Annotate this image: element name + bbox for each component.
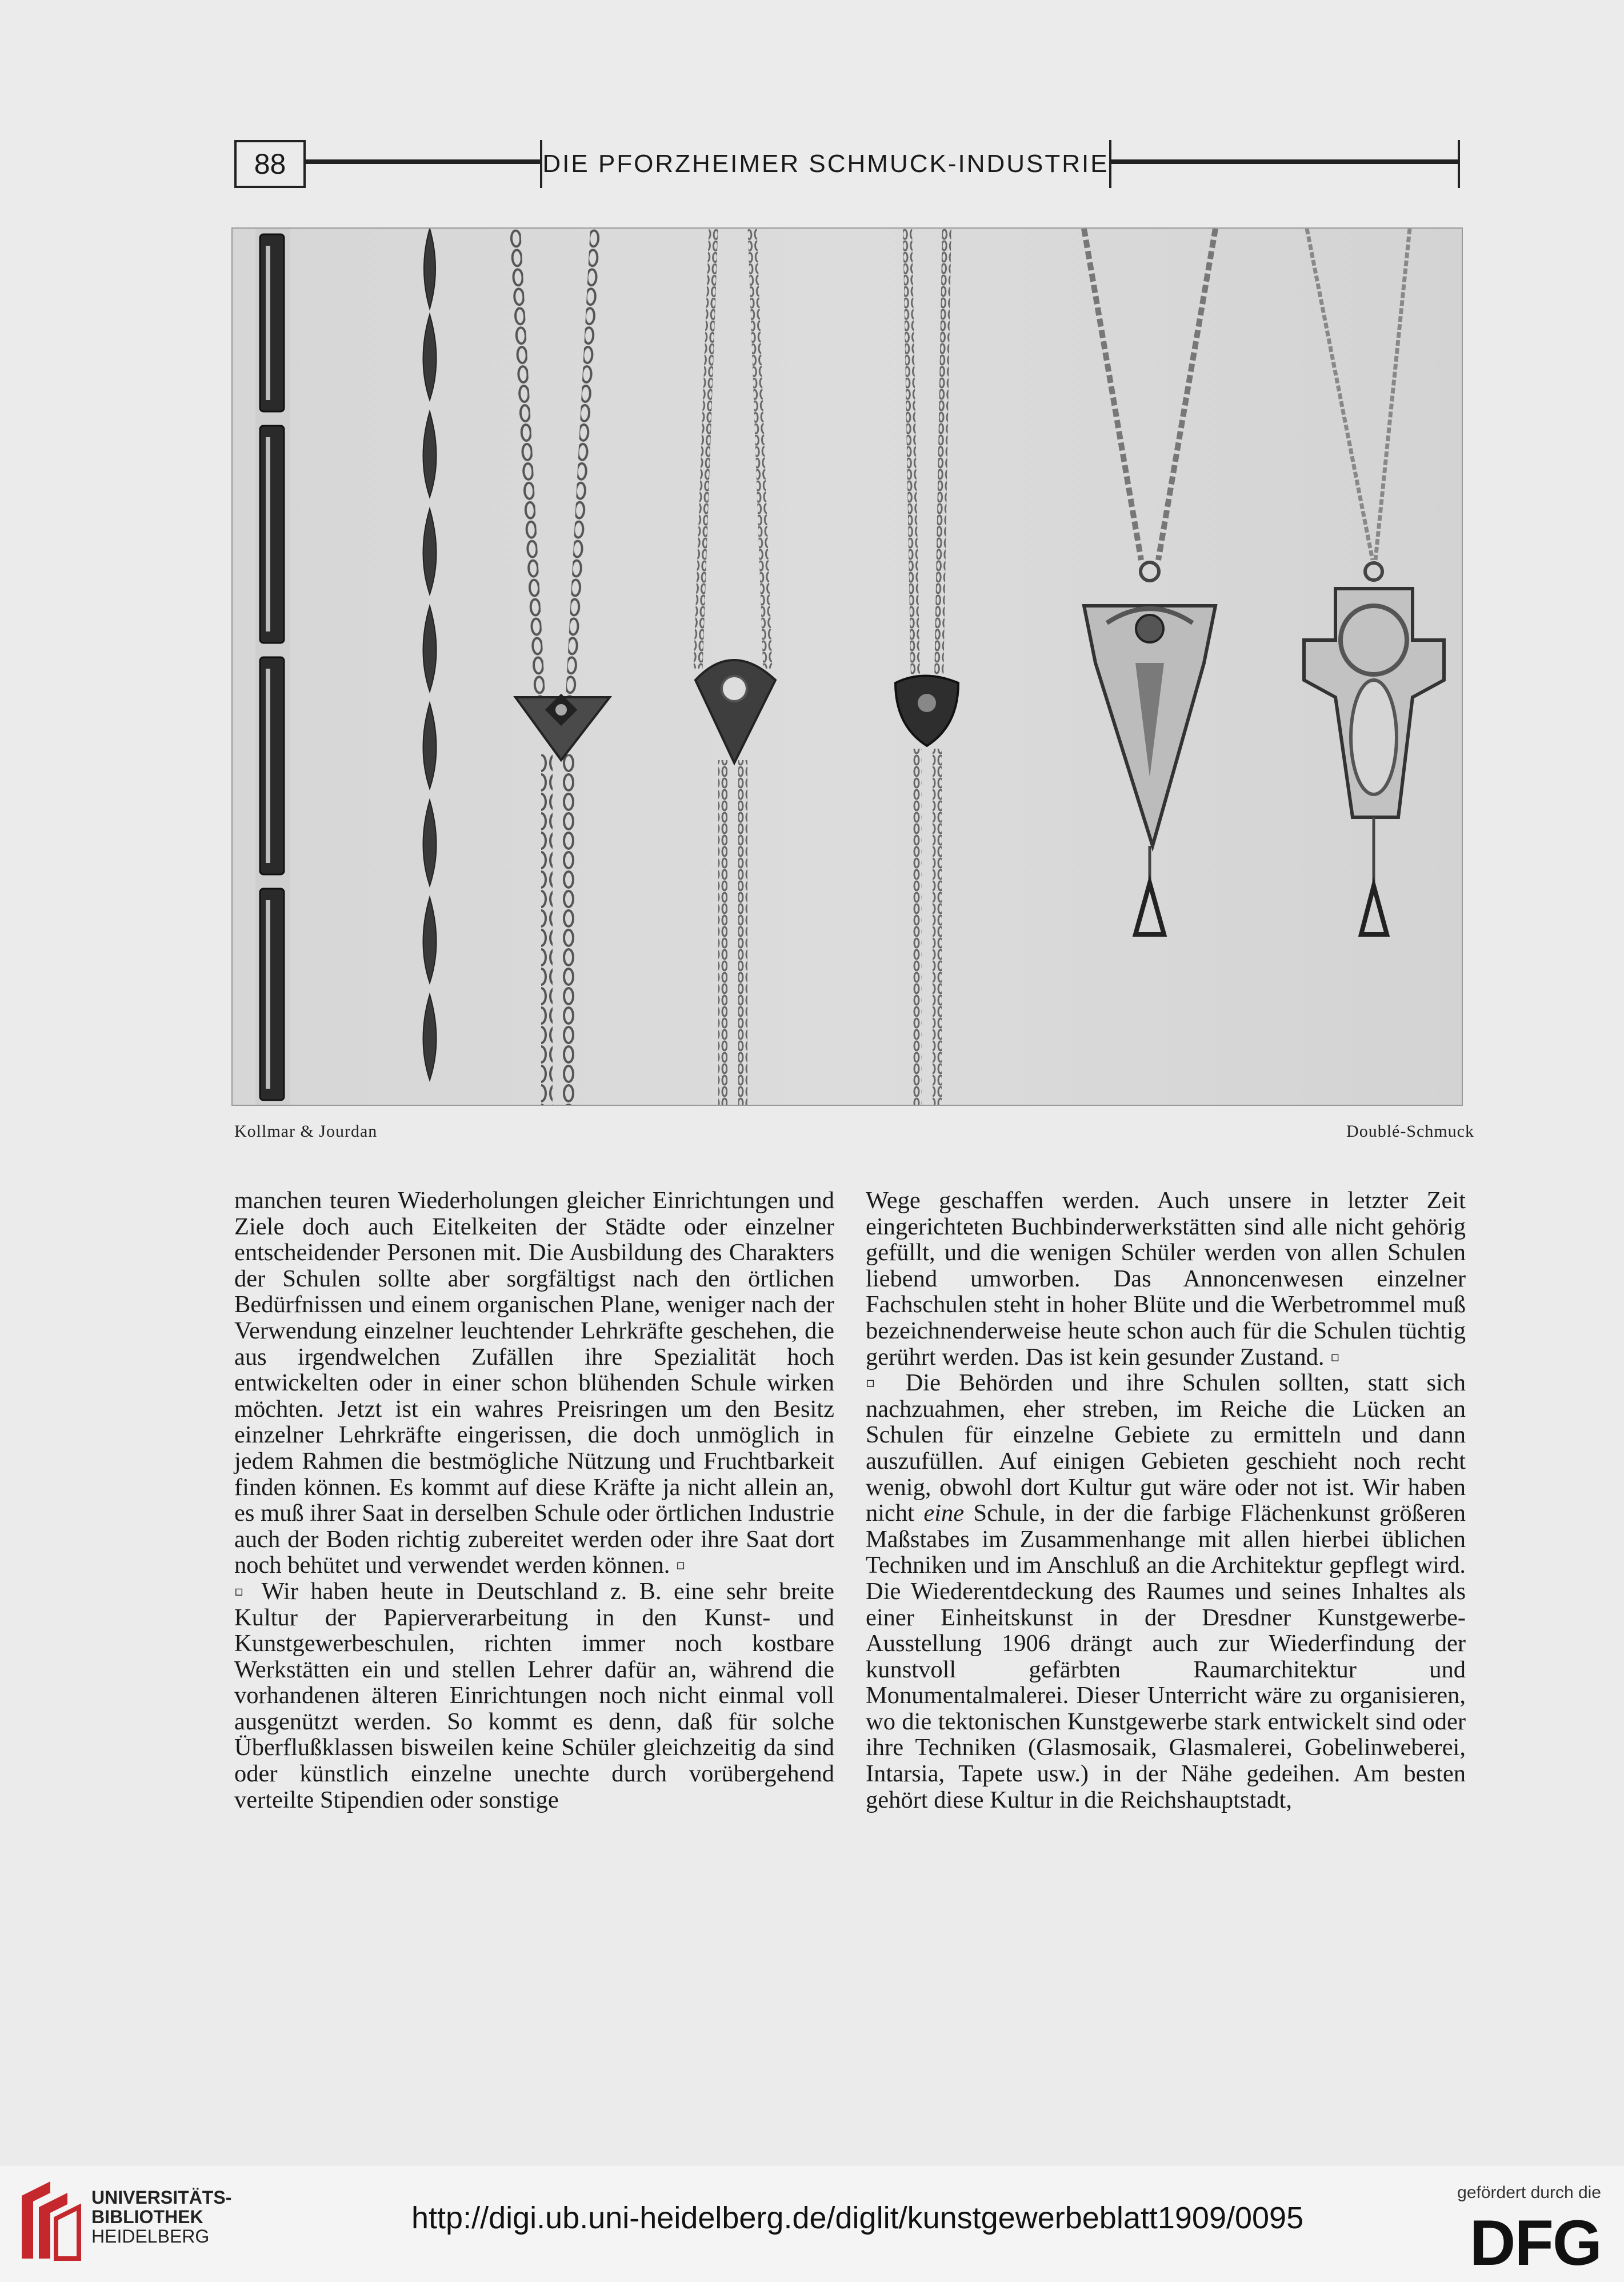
bar-link-chain bbox=[255, 229, 290, 1106]
running-title: DIE PFORZHEIMER SCHMUCK-INDUSTRIE bbox=[540, 140, 1111, 188]
paragraph-text: Schule, in der die farbige Flächenkunst größeren Maßstabes im Zusammenhange mit allen hierbei üblichen Techniken und im Anschluß an die Architektur gepflegt wird. Die Wiederentdeckung des Raumes und seines Inhaltes als einer Einheitskunst in der Dresdner Kunstgewerbe-Ausstellung 1906 drängt auch zur Wiederfindung der kunstvoll gefärbten Raumarchitektur und Monumentalmalerei. Dieser Unterricht wäre zu organisieren, wo die tektonischen Kunstgewerbe stark entwickelt sind oder ihre Techniken (Glasmosaik, Glasmalerei, Gobelinweberei, Intarsia, Tapete usw.) in der Nähe gedeihen. Am besten gehört diese Kultur in die Reichshauptstadt, bbox=[866, 1500, 1466, 1813]
paragraph bbox=[866, 1370, 1466, 1813]
paragraph-text: Die Behörden und ihre Schulen sollten, statt sich nachzuahmen, eher streben, im Reiche die Lücken an Schulen für einzelne Gebiete zu ermitteln und dann auszufüllen. Auf einigen Gebieten geschieht noch recht wenig, obwohl dort Kultur gut wäre oder not ist. Wir haben nicht bbox=[866, 1369, 1466, 1527]
plate-caption-maker: Kollmar & Jourdan bbox=[234, 1122, 378, 1141]
text-column-left bbox=[234, 1188, 834, 1813]
university-library-logo-icon bbox=[16, 2179, 85, 2264]
digitization-footer bbox=[0, 2166, 1624, 2282]
pendant-necklace-5 bbox=[1304, 229, 1444, 934]
paragraph-start-mark: ▫ bbox=[866, 1374, 887, 1391]
paragraph-text: Wege geschaffen werden. Auch unsere in letzter Zeit eingerichteten Buchbinderwerkstätten sind alle nicht gehörig gefüllt, und die wenigen Schüler werden von allen Schulen liebend umworben. Das Annoncenwesen einzelner Fachschulen steht in hoher Blüte und die Werbetrommel muß bezeichnenderweise heute schon auch für die Schulen tüchtig gerührt werden. Das ist kein gesunder Zustand. bbox=[866, 1187, 1466, 1370]
plate-caption-subject: Doublé-Schmuck bbox=[1346, 1122, 1474, 1141]
header-end-bar bbox=[1458, 140, 1460, 188]
leaf-link-chain bbox=[423, 229, 437, 1080]
library-line: HEIDELBERG bbox=[91, 2226, 210, 2247]
library-line: UNIVERSITÄTS- bbox=[91, 2187, 232, 2208]
paragraph-text: manchen teuren Wiederholungen gleicher Einrichtungen und Ziele doch auch Eitelkeiten der Städte oder einzelner entscheidender Personen mit. Die Ausbildung des Charakters der Schulen sollte aber sorgfältigst nach den örtlichen Bedürfnissen und einem organischen Plane, weniger nach der Verwendung einzelner leuchtender Lehrkräfte geschehen, die aus irgendwelchen Zufällen ihre Spezialität hoch entwickelten oder in einer schon blühenden Schule wirken möchten. Jetzt ist ein wahres Preisringen um den Besitz einzelner Lehrkräfte eingerissen, die doch unmöglich in jedem Rahmen die bestmögliche Nützung und Fruchtbarkeit finden können. Es kommt auf diese Kräfte ja nicht allein an, es muß ihrer Saat in derselben Schule oder örtlichen Industrie auch der Boden richtig zubereitet werden oder ihre Saat dort noch behütet und verwendet werden können. bbox=[234, 1187, 834, 1579]
paragraph bbox=[866, 1188, 1466, 1370]
library-name bbox=[91, 2188, 231, 2246]
header-rule-left bbox=[306, 159, 540, 164]
jewelry-illustration bbox=[233, 229, 1463, 1106]
pendant-chain-1 bbox=[509, 229, 610, 1106]
running-header bbox=[234, 140, 1460, 188]
emphasized-word: eine bbox=[923, 1500, 965, 1527]
paragraph bbox=[234, 1578, 834, 1813]
pendant-necklace-4 bbox=[1084, 229, 1215, 934]
pendant-chain-3 bbox=[895, 229, 958, 1106]
funding-note: gefördert durch die bbox=[1457, 2183, 1601, 2202]
text-column-right bbox=[866, 1188, 1466, 1813]
jewelry-photograph bbox=[231, 227, 1463, 1106]
dfg-logo: DFG bbox=[1469, 2207, 1601, 2279]
header-rule-right bbox=[1111, 159, 1460, 164]
paragraph bbox=[234, 1188, 834, 1578]
page-number: 88 bbox=[234, 140, 306, 188]
paragraph-text: Wir haben heute in Deutschland z. B. eine sehr breite Kultur der Papierverarbeitung in den Kunst- und Kunstgewerbeschulen, richten immer noch kostbare Werkstätten ein und stellen Lehrer dafür an, während die vorhandenen älteren Einrichtungen noch nicht einmal voll ausgenützt werden. So kommt es denn, daß für solche Überflußklassen bisweilen keine Schüler gleichzeitig da sind oder künstlich einzelne unechte durch vorübergehend verteilte Stipendien oder sonstige bbox=[234, 1577, 834, 1813]
library-line: BIBLIOTHEK bbox=[91, 2207, 203, 2227]
paragraph-end-mark: ▫ bbox=[676, 1557, 686, 1573]
permalink-url[interactable]: http://digi.ub.uni-heidelberg.de/diglit/kunstgewerbeblatt1909/0095 bbox=[411, 2201, 1304, 2235]
paragraph-end-mark: ▫ bbox=[1330, 1348, 1340, 1365]
pendant-chain-2 bbox=[694, 229, 775, 1106]
paragraph-start-mark: ▫ bbox=[234, 1582, 250, 1599]
